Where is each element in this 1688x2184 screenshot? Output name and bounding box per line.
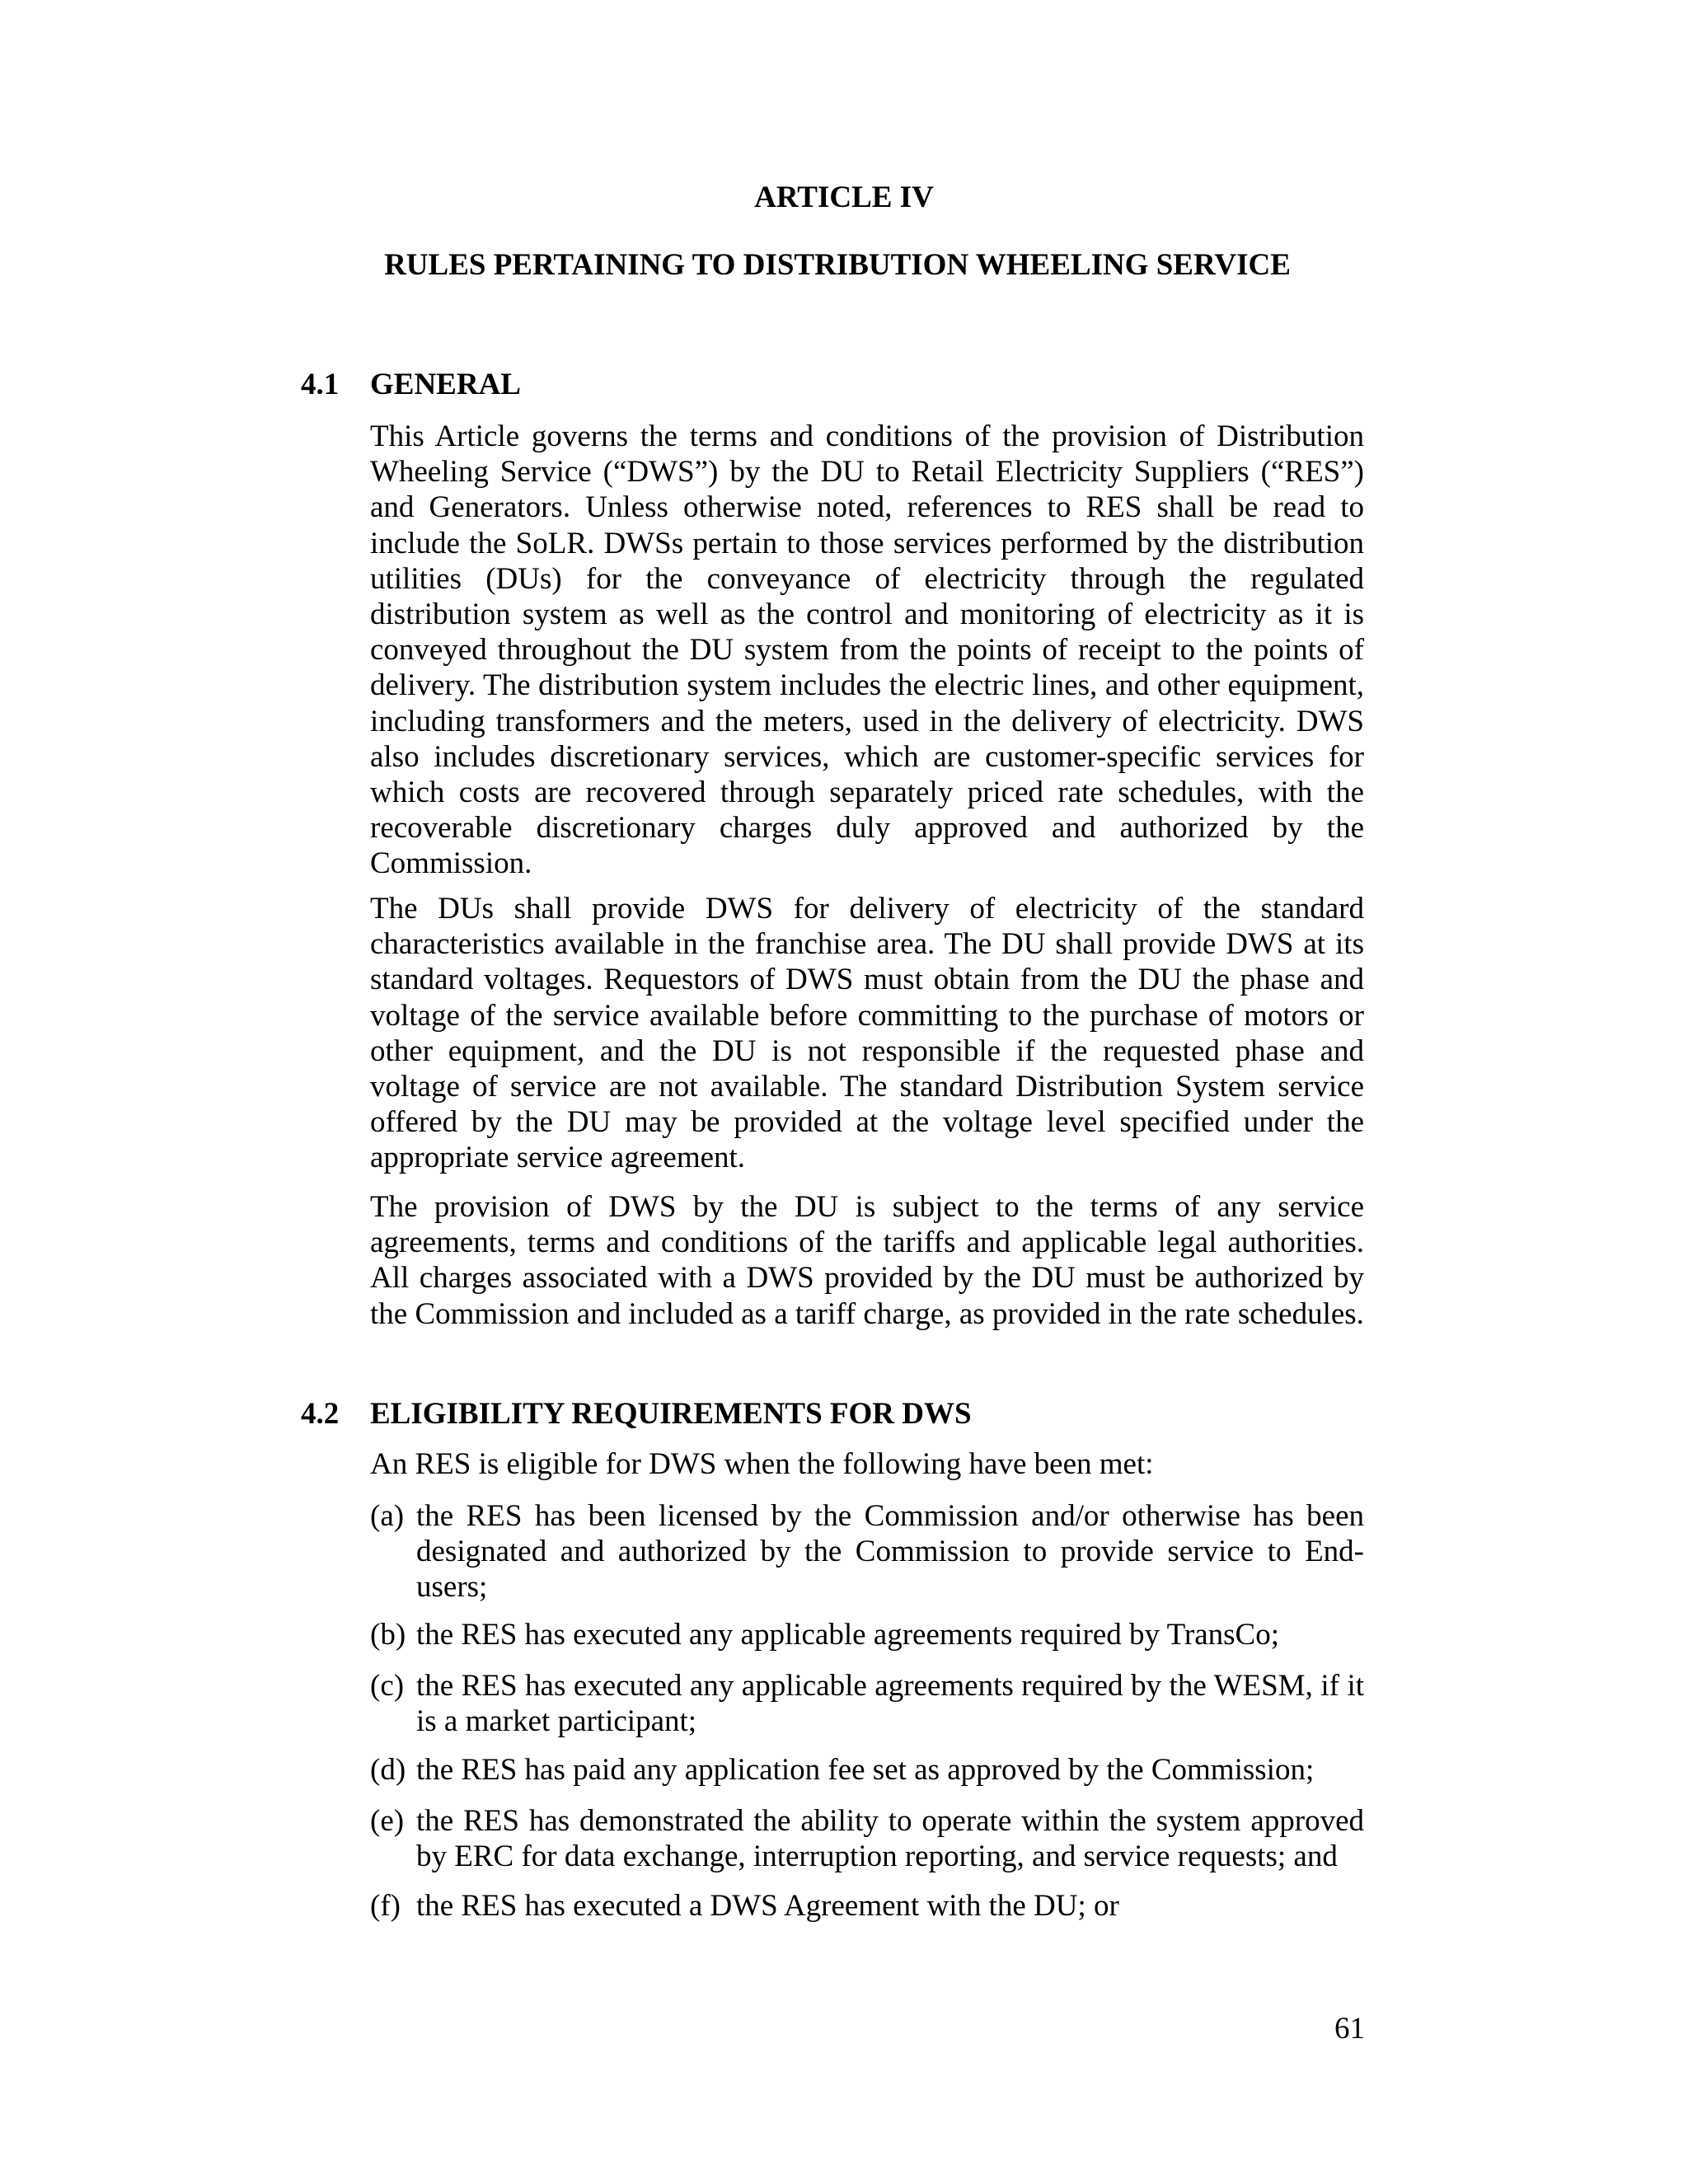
list-marker: (d) bbox=[370, 1753, 406, 1787]
section-heading-4-1 bbox=[301, 367, 521, 403]
list-marker: (a) bbox=[370, 1499, 405, 1533]
section-number: 4.2 bbox=[301, 1397, 340, 1431]
section-heading-4-2 bbox=[301, 1396, 972, 1432]
list-item bbox=[370, 1498, 1364, 1605]
paragraph: The DUs shall provide DWS for delivery of electricity of the standard characteristics available in the franchise area. The DU shall provide DWS at its standard voltages. Requestors of DWS must obtain from the DU the phase and voltage of the service available before committing to the purchase of motors or other equipment, and the DU is not responsible if the requested phase and voltage of service are not available. The standard Distribution System service offered by the DU may be provided at the voltage level specified under the appropriate service agreement. bbox=[370, 892, 1364, 1175]
list-item bbox=[370, 1752, 1364, 1788]
article-title: ARTICLE IV bbox=[754, 180, 934, 214]
list-item bbox=[370, 1803, 1364, 1874]
section-title: GENERAL bbox=[370, 368, 521, 401]
list-item-text: the RES has executed any applicable agreements required by the WESM, if it is a market participant; bbox=[416, 1669, 1364, 1739]
list-marker: (c) bbox=[370, 1669, 405, 1703]
list-marker: (e) bbox=[370, 1804, 405, 1838]
list-marker: (b) bbox=[370, 1618, 406, 1652]
list-item-text: the RES has demonstrated the ability to operate within the system approved by ERC for data exchange, interruption reporting, and service requests; and bbox=[416, 1804, 1364, 1874]
list-item-text: the RES has executed a DWS Agreement with the DU; or bbox=[416, 1889, 1119, 1923]
section-title: ELIGIBILITY REQUIREMENTS FOR DWS bbox=[370, 1397, 972, 1431]
paragraph: The provision of DWS by the DU is subject to the terms of any service agreements, terms and conditions of the tariffs and applicable legal authorities. All charges associated with a DWS provided by the DU must be authorized by the Commission and included as a tariff charge, as provided in the rate schedules. bbox=[370, 1190, 1364, 1331]
list-item bbox=[370, 1617, 1364, 1652]
article-subtitle: RULES PERTAINING TO DISTRIBUTION WHEELING SERVICE bbox=[384, 248, 1291, 282]
list-item bbox=[370, 1888, 1364, 1924]
section-number: 4.1 bbox=[301, 368, 340, 401]
list-intro: An RES is eligible for DWS when the following have been met: bbox=[370, 1447, 1154, 1481]
list-item-text: the RES has paid any application fee set as approved by the Commission; bbox=[416, 1753, 1315, 1787]
list-item bbox=[370, 1668, 1364, 1739]
list-item-text: the RES has been licensed by the Commission and/or otherwise has been designated and authorized by the Commission to provide service to End-users; bbox=[416, 1499, 1364, 1605]
list-marker: (f) bbox=[370, 1889, 401, 1923]
paragraph: This Article governs the terms and conditions of the provision of Distribution Wheeling Service (“DWS”) by the DU to Retail Electricity Suppliers (“RES”) and Generators. Unless otherwise noted, references to RES shall be read to include the SoLR. DWSs pertain to those services performed by the distribution utilities (DUs) for the conveyance of electricity through the regulated distribution system as well as the control and monitoring of electricity as it is conveyed throughout the DU system from the points of receipt to the points of delivery. The distribution system includes the electric lines, and other equipment, including transformers and the meters, used in the delivery of electricity. DWS also includes discretionary services, which are customer-specific services for which costs are recovered through separately priced rate schedules, with the recoverable discretionary charges duly approved and authorized by the Commission. bbox=[370, 419, 1364, 881]
page-number: 61 bbox=[1334, 2012, 1365, 2046]
list-item-text: the RES has executed any applicable agreements required by TransCo; bbox=[416, 1618, 1280, 1652]
